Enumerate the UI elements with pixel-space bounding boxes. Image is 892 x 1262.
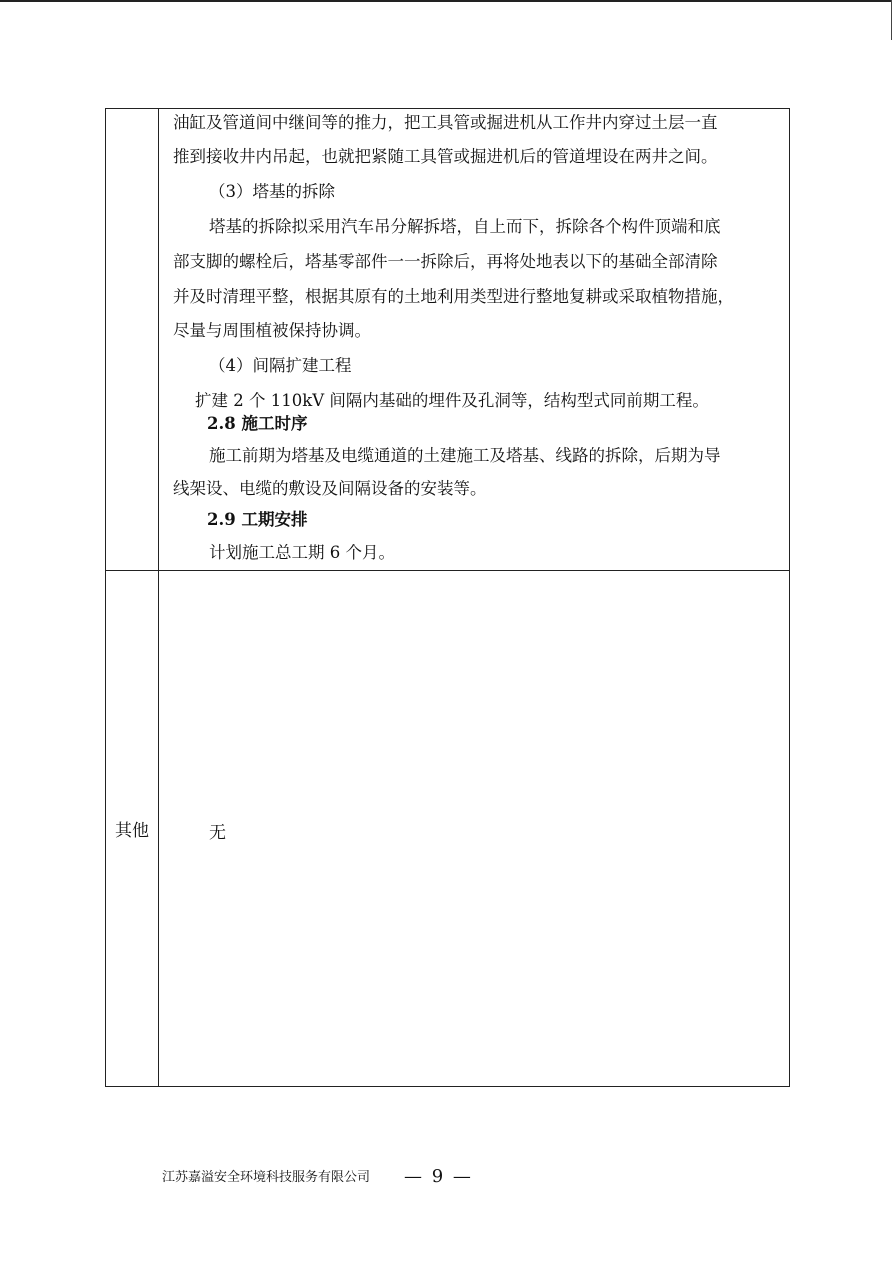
paragraph-line: 计划施工总工期 6 个月。 [209, 543, 395, 562]
page-number: — 9 — [404, 1166, 473, 1187]
paragraph-line: 线架设、电缆的敷设及间隔设备的安装等。 [173, 479, 487, 498]
paragraph-line: 扩建 2 个 110kV 间隔内基础的埋件及孔洞等，结构型式同前期工程。 [195, 391, 709, 410]
table-row-construction [106, 109, 790, 571]
paragraph-line: 塔基的拆除拟采用汽车吊分解拆塔，自上而下，拆除各个构件顶端和底 [209, 217, 721, 236]
subheading-bay-expansion: （4）间隔扩建工程 [209, 356, 352, 375]
section-heading-2-9: 2.9 工期安排 [207, 510, 308, 529]
content-table [105, 108, 790, 1087]
paragraph-line: 并及时清理平整，根据其原有的土地利用类型进行整地复耕或采取植物措施， [173, 287, 734, 306]
paragraph-line: 推到接收井内吊起，也就把紧随工具管或掘进机后的管道埋设在两井之间。 [173, 147, 718, 166]
row-content-cell [159, 109, 790, 571]
row-label-cell [106, 109, 159, 571]
other-content-cell [159, 571, 790, 1087]
top-border-line [0, 0, 892, 2]
other-value: 无 [209, 823, 226, 843]
subheading-tower-removal: （3）塔基的拆除 [209, 182, 335, 201]
section-heading-2-8: 2.8 施工时序 [207, 414, 308, 433]
footer-company: 江苏嘉溢安全环境科技服务有限公司 [162, 1170, 371, 1185]
paragraph-line: 部支脚的螺栓后，塔基零部件一一拆除后，再将处地表以下的基础全部清除 [173, 252, 718, 271]
paragraph-line: 尽量与周围植被保持协调。 [173, 321, 371, 340]
paragraph-line: 油缸及管道间中继间等的推力，把工具管或掘进机从工作井内穿过土层一直 [173, 113, 718, 132]
table-row-other [106, 571, 790, 1087]
paragraph-line: 施工前期为塔基及电缆通道的土建施工及塔基、线路的拆除，后期为导 [209, 446, 721, 465]
other-label: 其他 [106, 571, 159, 1087]
